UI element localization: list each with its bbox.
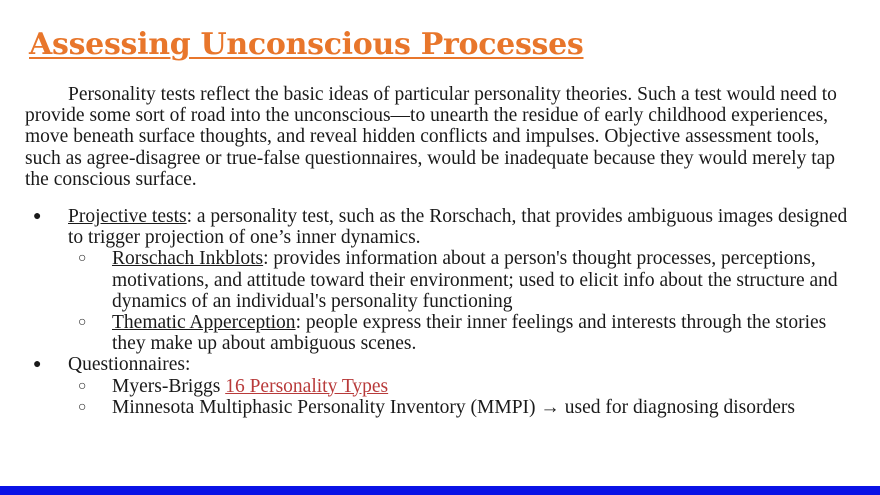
16-personality-types-link[interactable]: 16 Personality Types bbox=[225, 375, 389, 397]
questionnaires-sublist bbox=[68, 376, 855, 418]
term-rorschach-inkblots: Rorschach Inkblots bbox=[112, 248, 264, 270]
sub-bullet-mmpi bbox=[112, 397, 855, 418]
sub-bullet-thematic-apperception bbox=[112, 312, 855, 354]
bullet-questionnaires bbox=[68, 354, 855, 418]
mmpi-label: Minnesota Multiphasic Personality Inventory (MMPI) → used for diagnosing disorders bbox=[112, 396, 795, 418]
slide-body bbox=[25, 84, 855, 418]
questionnaires-label: Questionnaires: bbox=[68, 354, 191, 376]
projective-tests-sublist bbox=[68, 248, 855, 354]
projective-tests-definition: : a personality test, such as the Rorschach, that provides ambiguous images designed to trigger projection of one’s inner dynamics. bbox=[68, 206, 848, 249]
sub-bullet-rorschach bbox=[112, 248, 855, 312]
thematic-apperception-definition: : people express their inner feelings and interests through the stories they make up about ambiguous scenes. bbox=[112, 312, 827, 355]
intro-paragraph: Personality tests reflect the basic ideas of particular personality theories. Such a test would need to provide some sort of road into the unconscious—to unearth the residue of early childhood experiences, move beneath surface thoughts, and reveal hidden conflicts and impulses. Objective assessment tools, such as agree-disagree or true-false questionnaires, would be inadequate because they would merely tap the conscious surface. bbox=[25, 84, 837, 190]
term-thematic-apperception: Thematic Apperception bbox=[112, 312, 296, 334]
slide-title: Assessing Unconscious Processes bbox=[29, 27, 584, 62]
rorschach-definition: : provides information about a person's thought processes, perceptions, motivations, and attitude toward their environment; used to elicit info about the structure and dynamics of an individual's personality functioning bbox=[112, 248, 838, 312]
bottom-accent-bar bbox=[0, 486, 880, 495]
bullet-list bbox=[25, 206, 855, 418]
sub-bullet-myers-briggs bbox=[112, 376, 855, 397]
term-projective-tests: Projective tests bbox=[68, 206, 187, 228]
myers-briggs-label: Myers-Briggs bbox=[112, 375, 226, 397]
bullet-projective-tests bbox=[68, 206, 855, 354]
